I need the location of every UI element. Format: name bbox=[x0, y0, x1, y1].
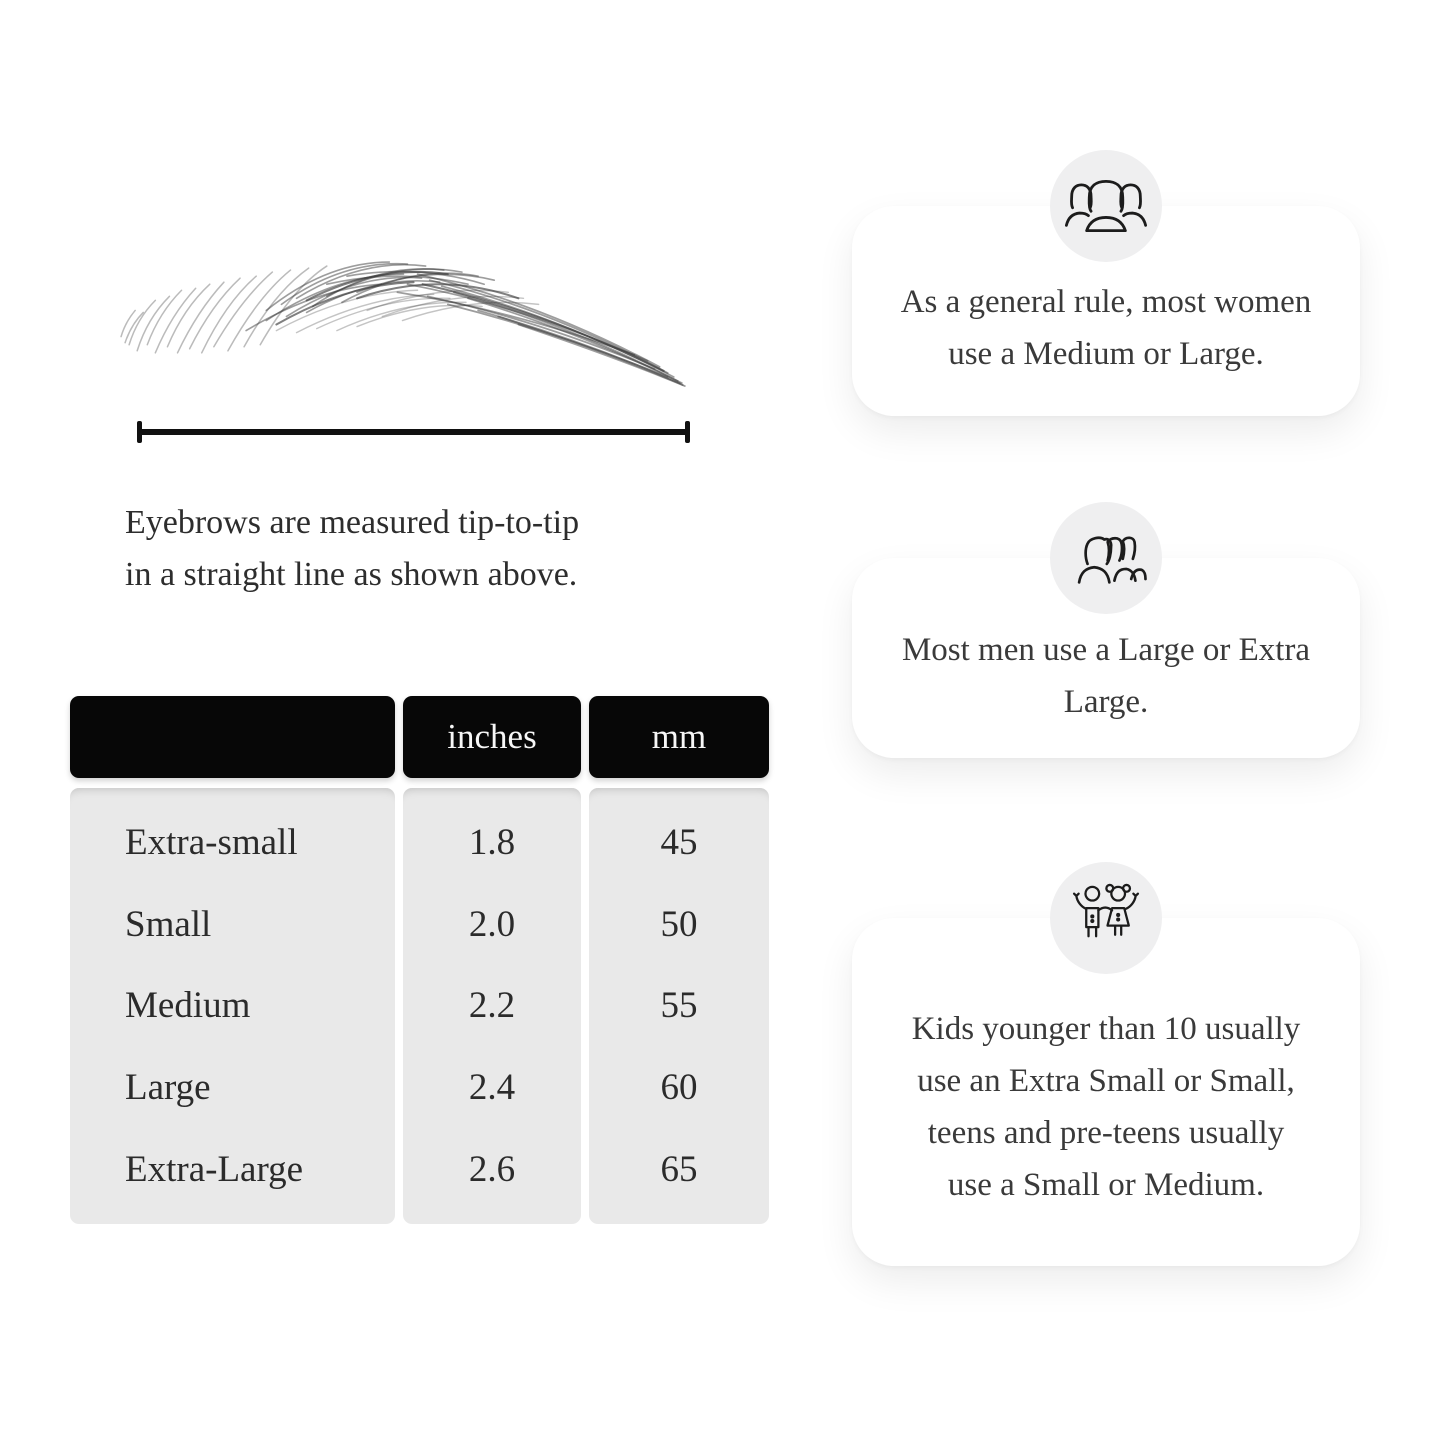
info-card-women-text: As a general rule, most women use a Medium or Large. bbox=[900, 283, 1312, 372]
table-row-label: Extra-small bbox=[125, 822, 298, 864]
table-row-label: Small bbox=[125, 903, 212, 945]
men-group-icon bbox=[1064, 528, 1148, 588]
info-card-men bbox=[852, 558, 1360, 758]
table-cell-mm: 55 bbox=[660, 985, 698, 1027]
table-header-inches: inches bbox=[403, 696, 581, 778]
men-group-badge bbox=[1050, 502, 1162, 614]
kids-badge bbox=[1050, 862, 1162, 974]
size-table bbox=[70, 696, 769, 1224]
table-cell-inches: 1.8 bbox=[468, 822, 516, 864]
kids-icon bbox=[1068, 883, 1144, 953]
table-cell-mm: 65 bbox=[660, 1148, 698, 1190]
figure-caption-line-2: in a straight line as shown above. bbox=[125, 556, 578, 593]
table-cell-inches: 2.2 bbox=[468, 985, 516, 1027]
info-card-kids-text: Kids younger than 10 usually use an Extra Small or Small, teens and pre-teens usually use a Small or Medium. bbox=[911, 1010, 1301, 1204]
table-column-inches bbox=[403, 788, 581, 1224]
figure-caption bbox=[125, 497, 745, 601]
measurement-line-right-cap bbox=[685, 421, 690, 443]
info-card-kids bbox=[852, 918, 1360, 1266]
table-row-label: Medium bbox=[125, 985, 251, 1027]
figure-caption-line-1: Eyebrows are measured tip-to-tip bbox=[125, 504, 580, 541]
table-cell-mm: 60 bbox=[660, 1067, 698, 1109]
table-cell-inches: 2.6 bbox=[468, 1148, 516, 1190]
measurement-line-rule bbox=[141, 429, 686, 435]
table-cell-inches: 2.0 bbox=[468, 903, 516, 945]
table-header-size bbox=[70, 696, 395, 778]
table-cell-inches: 2.4 bbox=[468, 1067, 516, 1109]
table-row-label: Large bbox=[125, 1067, 211, 1109]
info-card-women bbox=[852, 206, 1360, 416]
table-cell-mm: 50 bbox=[660, 903, 698, 945]
eyebrow-illustration bbox=[115, 238, 700, 398]
info-card-men-text: Most men use a Large or Extra Large. bbox=[901, 631, 1311, 720]
women-group-badge bbox=[1050, 150, 1162, 262]
women-group-icon bbox=[1062, 174, 1150, 238]
measurement-line bbox=[137, 421, 690, 443]
table-column-size-labels bbox=[70, 788, 395, 1224]
table-cell-mm: 45 bbox=[660, 822, 698, 864]
table-row-label: Extra-Large bbox=[125, 1148, 304, 1190]
table-column-mm bbox=[589, 788, 769, 1224]
table-header-mm: mm bbox=[589, 696, 769, 778]
